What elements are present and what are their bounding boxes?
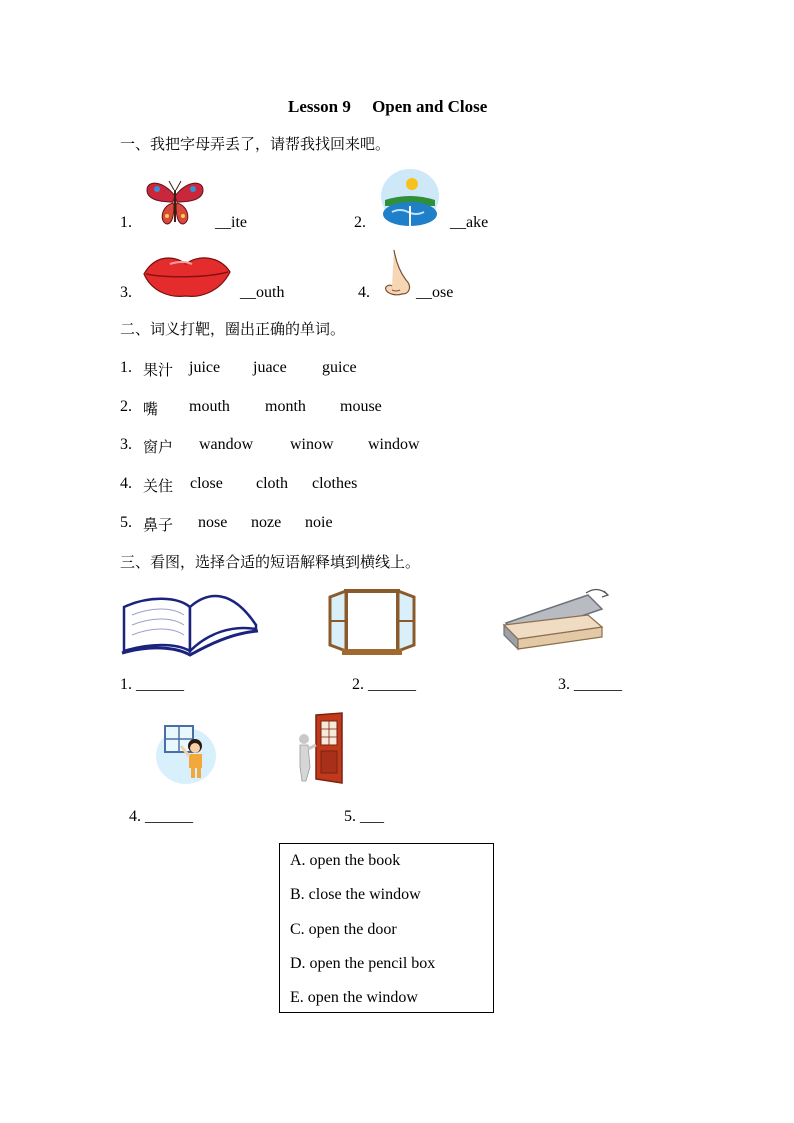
s3-item4-label[interactable]: 4. ______ bbox=[129, 808, 193, 825]
s1-item4-num: 4. bbox=[358, 284, 370, 301]
girl-window-icon bbox=[155, 722, 217, 786]
section2-heading: 二、词义打靶，圈出正确的单词。 bbox=[120, 320, 346, 338]
page-title: Lesson 9 Open and Close bbox=[288, 97, 488, 116]
s2-row1-word1[interactable]: juice bbox=[189, 359, 221, 376]
s2-row4-num: 4. bbox=[120, 475, 132, 492]
s2-row5-num: 5. bbox=[120, 514, 132, 531]
options-box bbox=[279, 843, 494, 1013]
option-d: D. open the pencil box bbox=[290, 955, 436, 972]
s2-row1-word3[interactable]: guice bbox=[322, 359, 357, 376]
option-c: C. open the door bbox=[290, 921, 397, 938]
s2-row2-word1[interactable]: mouth bbox=[189, 398, 230, 415]
s2-row3-word1[interactable]: wandow bbox=[199, 436, 254, 453]
open-window-icon bbox=[328, 585, 416, 657]
s2-row1-num: 1. bbox=[120, 359, 132, 376]
section1-heading: 一、我把字母弄丢了，请帮我找回来吧。 bbox=[120, 135, 391, 153]
pencil-box-icon bbox=[498, 585, 624, 661]
s2-row4-word3[interactable]: clothes bbox=[312, 475, 358, 492]
s1-item1-blank: __ite bbox=[215, 214, 247, 231]
open-door-icon bbox=[294, 711, 344, 785]
s3-item3-label[interactable]: 3. ______ bbox=[558, 676, 622, 693]
s2-row3-cn: 窗户 bbox=[143, 438, 174, 456]
open-book-icon bbox=[120, 585, 260, 659]
s1-item4-blank: __ose bbox=[416, 284, 454, 301]
s1-item3-num: 3. bbox=[120, 284, 132, 301]
s3-item1-label[interactable]: 1. ______ bbox=[120, 676, 184, 693]
option-b: B. close the window bbox=[290, 886, 421, 903]
s2-row3-num: 3. bbox=[120, 436, 132, 453]
s2-row3-word2[interactable]: winow bbox=[290, 436, 334, 453]
s1-item3-blank: __outh bbox=[240, 284, 285, 301]
s2-row5-word3[interactable]: noie bbox=[305, 514, 333, 531]
section3-heading: 三、看图，选择合适的短语解释填到横线上。 bbox=[120, 553, 421, 571]
s2-row5-word1[interactable]: nose bbox=[198, 514, 228, 531]
s2-row4-cn: 关住 bbox=[143, 477, 174, 495]
s1-item2-num: 2. bbox=[354, 214, 366, 231]
s2-row1-word2[interactable]: juace bbox=[253, 359, 287, 376]
s1-item1-num: 1. bbox=[120, 214, 132, 231]
s2-row3-word3[interactable]: window bbox=[368, 436, 420, 453]
s2-row2-word2[interactable]: month bbox=[265, 398, 306, 415]
s2-row4-word2[interactable]: cloth bbox=[256, 475, 288, 492]
mouth-icon bbox=[142, 252, 232, 300]
s1-item2-blank: __ake bbox=[450, 214, 489, 231]
s2-row5-word2[interactable]: noze bbox=[251, 514, 282, 531]
s2-row2-word3[interactable]: mouse bbox=[340, 398, 382, 415]
lake-icon bbox=[380, 168, 440, 232]
s2-row2-num: 2. bbox=[120, 398, 132, 415]
nose-icon bbox=[380, 248, 416, 300]
butterfly-icon bbox=[143, 178, 207, 228]
s2-row2-cn: 嘴 bbox=[143, 400, 159, 418]
s2-row5-cn: 鼻子 bbox=[143, 516, 174, 534]
s2-row1-cn: 果汁 bbox=[143, 361, 174, 379]
option-e: E. open the window bbox=[290, 989, 418, 1006]
s3-item5-label[interactable]: 5. ___ bbox=[344, 808, 384, 825]
s3-item2-label[interactable]: 2. ______ bbox=[352, 676, 416, 693]
s2-row4-word1[interactable]: close bbox=[190, 475, 223, 492]
option-a: A. open the book bbox=[290, 852, 401, 869]
